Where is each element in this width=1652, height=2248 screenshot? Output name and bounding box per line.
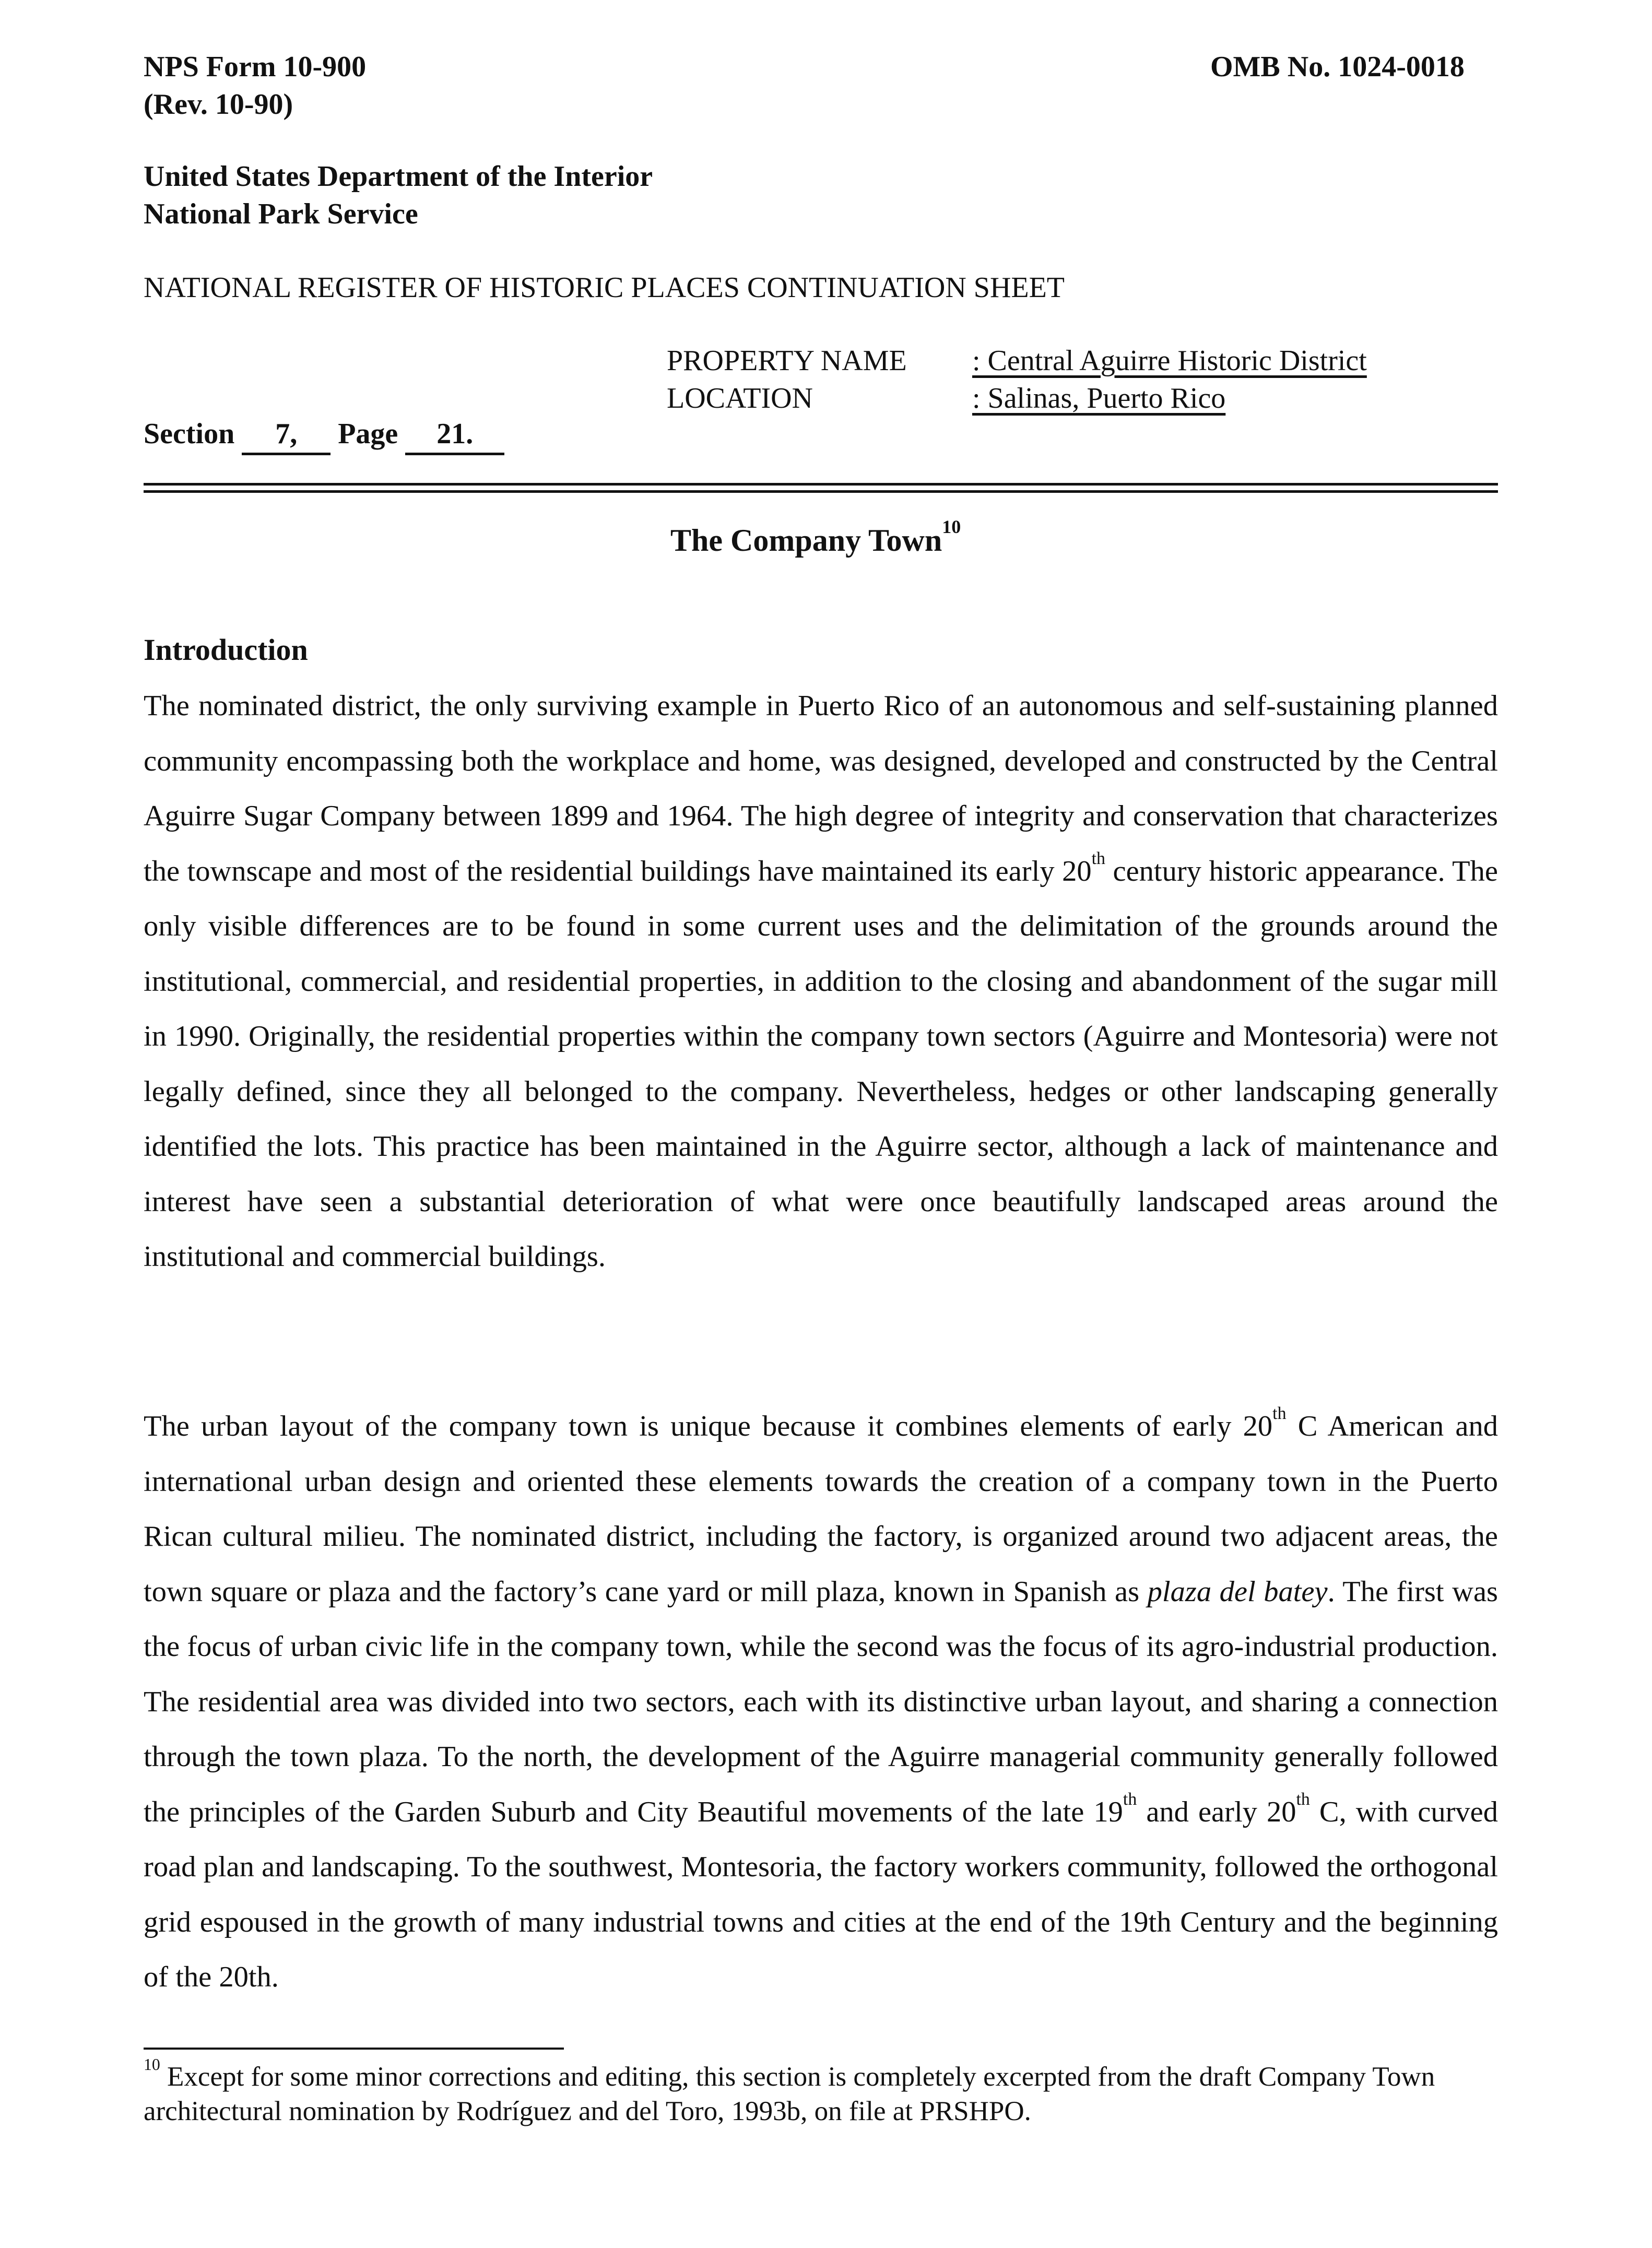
location-value: : Salinas, Puerto Rico — [972, 382, 1226, 415]
intro-paragraph: The nominated district, the only surviving example in Puerto Rico of an autonomous and self-sustaining planned community encompassing both the workplace and home, was designed, developed and constructed by the Central Aguirre Sugar Company between 1899 and 1964. The high degree of integrity and conservation that characterizes the townscape and most of the residential buildings have maintained its early 20th century historic appearance. The only visible differences are to be found in some current uses and the delimitation of the grounds around the institutional, commercial, and residential properties, in addition to the closing and abandonment of the sugar mill in 1990. Originally, the residential properties within the company town sectors (Aguirre and Montesoria) were not legally defined, since they all belonged to the company. Nevertheless, hedges or other landscaping generally identified the lots. This practice has been maintained in the Aguirre sector, although a lack of maintenance and interest have seen a substantial deterioration of what were once beautifully landscaped areas around the institutional and commercial buildings. — [144, 690, 1498, 1273]
rule-bottom — [144, 490, 1498, 493]
form-revision: (Rev. 10-90) — [144, 88, 293, 121]
section-label: Section — [144, 418, 235, 450]
department-name: United States Department of the Interior — [144, 160, 653, 193]
page-number: 21. — [405, 415, 504, 455]
footnote-text: Except for some minor corrections and editing, this section is completely excerpted from the draft Company Town architectural nomination by Rodríguez and del Toro, 1993b, on file at PRSHPO. — [144, 2062, 1435, 2126]
intro-heading: Introduction — [144, 633, 308, 667]
location-label: LOCATION — [667, 382, 813, 415]
footnote-ref: 10 — [942, 516, 961, 537]
property-name-value: : Central Aguirre Historic District — [972, 345, 1367, 377]
page-label: Page — [338, 418, 398, 450]
header-double-rule — [144, 483, 1498, 493]
footnote-separator — [144, 2048, 564, 2050]
form-number: NPS Form 10-900 — [144, 51, 367, 83]
footnote-number: 10 — [144, 2055, 160, 2074]
omb-number: OMB No. 1024-0018 — [1210, 51, 1465, 83]
property-name-label: PROPERTY NAME — [667, 345, 907, 377]
agency-name: National Park Service — [144, 198, 418, 230]
section-number: 7, — [242, 415, 331, 455]
sheet-title: NATIONAL REGISTER OF HISTORIC PLACES CONTINUATION SHEET — [144, 271, 1065, 304]
urban-layout-paragraph: The urban layout of the company town is unique because it combines elements of early 20th C American and international urban design and oriented these elements towards the creation of a company town in the Puerto Rican cultural milieu. The nominated district, including the factory, is organized around two adjacent areas, the town square or plaza and the factory’s cane yard or mill plaza, known in Spanish as plaza del batey. The first was the focus of urban civic life in the company town, while the second was the focus of its agro-industrial production. The residential area was divided into two sectors, each with its distinctive urban layout, and sharing a connection through the town plaza. To the north, the development of the Aguirre managerial community generally followed the principles of the Garden Suburb and City Beautiful movements of the late 19th and early 20th C, with curved road plan and landscaping. To the southwest, Montesoria, the factory workers community, followed the orthogonal grid espoused in the growth of many industrial towns and cities at the end of the 19th Century and the beginning of the 20th. — [144, 1403, 1498, 1993]
section-title: The Company Town$^{10}$ — [670, 516, 961, 558]
footnote — [144, 2055, 1501, 2128]
rule-top — [144, 483, 1498, 486]
section-page-line — [144, 415, 504, 455]
